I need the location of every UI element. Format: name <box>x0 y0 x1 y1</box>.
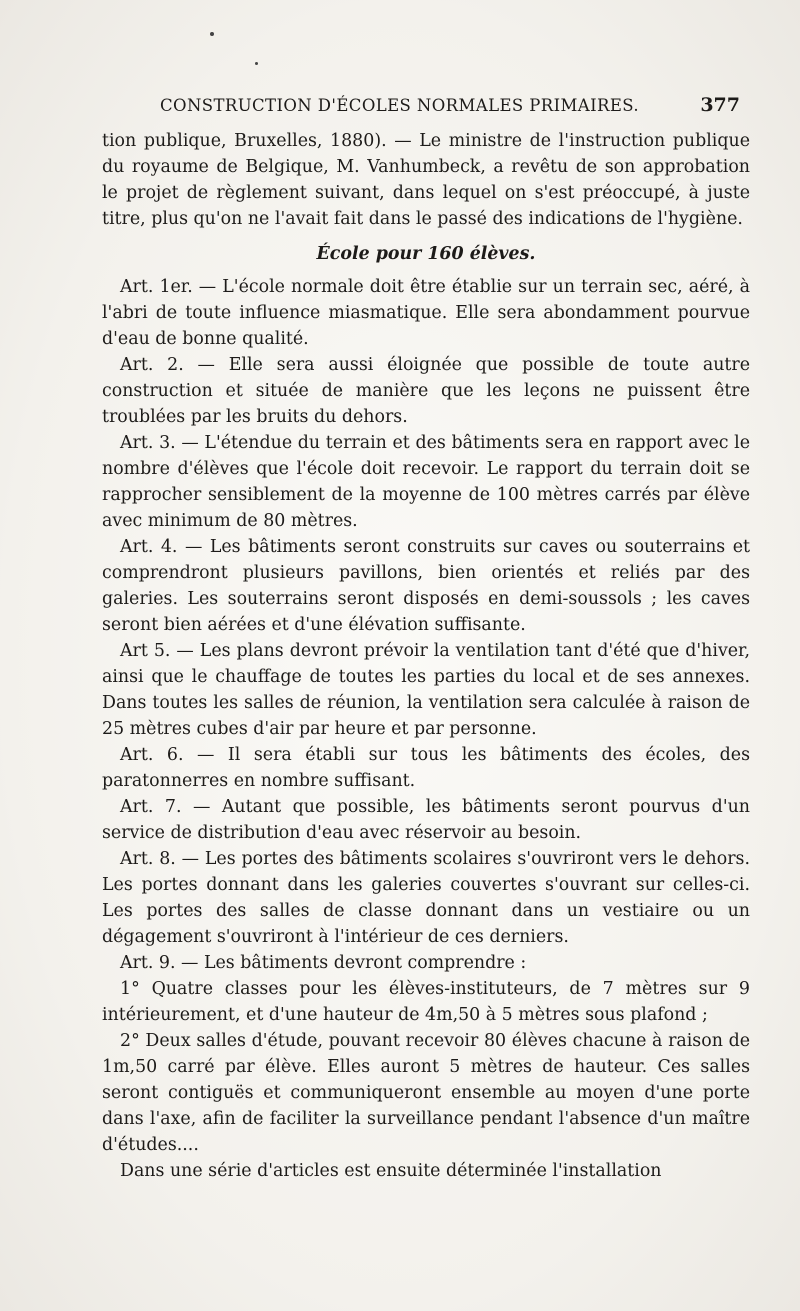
paragraph-intro: tion publique, Bruxelles, 1880). — Le ministre de l'instruction publique du royaume de Belgique, M. Vanhumbeck, a revêtu de son approbation le projet de règlement suivant, dans lequel on s'est préoccupé, à juste titre, plus qu'on ne l'avait fait dans le passé des indications de l'hygiène. <box>102 131 750 229</box>
article-4: Art. 4. — Les bâtiments seront construits sur caves ou souterrains et comprendront plusieurs pavillons, bien orientés et reliés par des galeries. Les souterrains seront disposés en demi-soussols ; les caves seront bien aérées et d'une élévation suffisante. <box>102 537 750 635</box>
running-title: CONSTRUCTION D'ÉCOLES NORMALES PRIMAIRES. <box>160 96 640 115</box>
ink-speck <box>255 62 258 65</box>
article-9-item-2: 2° Deux salles d'étude, pouvant recevoir 80 élèves chacune à raison de 1m,50 carré par élève. Elles auront 5 mètres de hauteur. Ces salles seront contiguës et communiqueront ensemble au moyen d'une porte dans l'axe, afin de faciliter la surveillance pendant l'absence d'un maître d'études.... <box>102 1031 750 1155</box>
body-text <box>102 128 750 1184</box>
article-9: Art. 9. — Les bâtiments devront comprendre : <box>120 953 527 973</box>
article-9-item-1: 1° Quatre classes pour les élèves-instituteurs, de 7 mètres sur 9 intérieurement, et d'une hauteur de 4m,50 à 5 mètres sous plafond ; <box>102 979 750 1025</box>
page-number: 377 <box>700 94 740 116</box>
article-7: Art. 7. — Autant que possible, les bâtiments seront pourvus d'un service de distribution d'eau avec réservoir au besoin. <box>102 797 750 843</box>
article-2: Art. 2. — Elle sera aussi éloignée que possible de toute autre construction et située de manière que les leçons ne puissent être troublées par les bruits du dehors. <box>102 355 750 427</box>
running-header <box>160 94 740 122</box>
section-heading: École pour 160 élèves. <box>316 244 536 264</box>
article-3: Art. 3. — L'étendue du terrain et des bâtiments sera en rapport avec le nombre d'élèves que l'école doit recevoir. Le rapport du terrain doit se rapprocher sensiblement de la moyenne de 100 mètres carrés par élève avec minimum de 80 mètres. <box>102 433 750 531</box>
article-8: Art. 8. — Les portes des bâtiments scolaires s'ouvriront vers le dehors. Les portes donnant dans les galeries couvertes s'ouvrant sur celles-ci. Les portes des salles de classe donnant dans un vestiaire ou un dégagement s'ouvriront à l'intérieur de ces derniers. <box>102 849 750 947</box>
article-1: Art. 1er. — L'école normale doit être établie sur un terrain sec, aéré, à l'abri de toute influence miasmatique. Elle sera abondamment pourvue d'eau de bonne qualité. <box>102 277 750 349</box>
article-6: Art. 6. — Il sera établi sur tous les bâtiments des écoles, des paratonnerres en nombre suffisant. <box>102 745 750 791</box>
closing-paragraph: Dans une série d'articles est ensuite déterminée l'installation <box>120 1161 662 1181</box>
ink-speck <box>210 32 214 36</box>
article-5: Art 5. — Les plans devront prévoir la ventilation tant d'été que d'hiver, ainsi que le chauffage de toutes les parties du local et de ses annexes. Dans toutes les salles de réunion, la ventilation sera calculée à raison de 25 mètres cubes d'air par heure et par personne. <box>102 641 750 739</box>
